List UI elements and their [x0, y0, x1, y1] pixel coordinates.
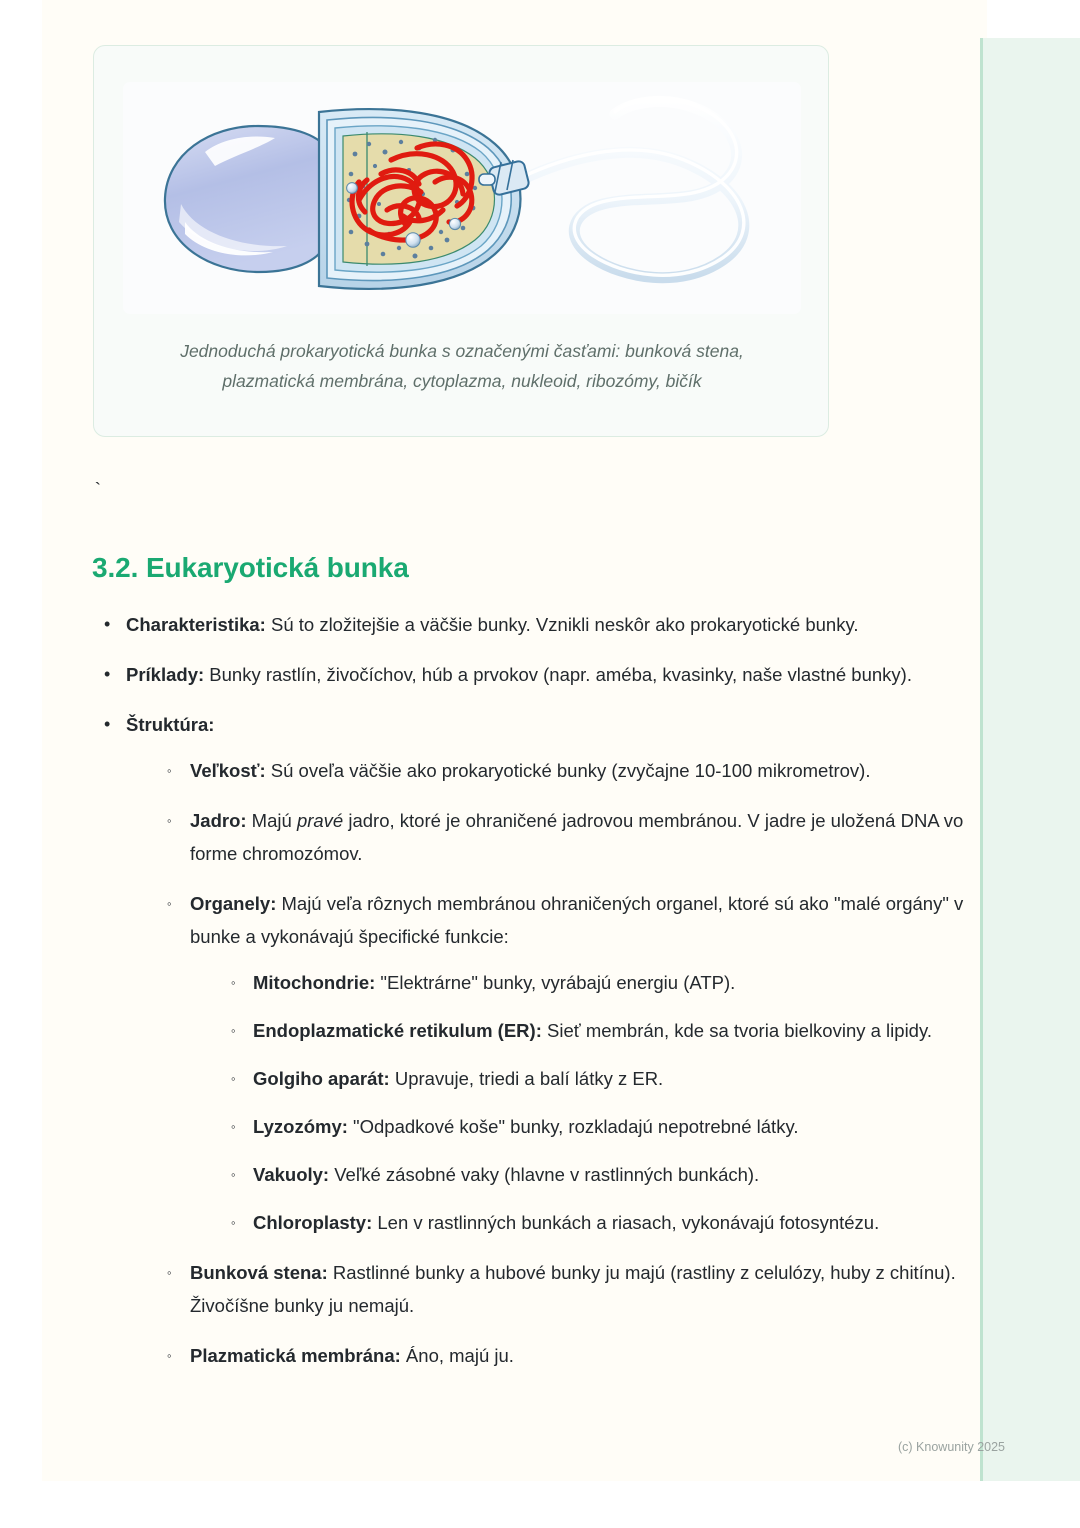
list-item-label: Plazmatická membrána: — [190, 1345, 401, 1366]
list-item — [156, 754, 992, 787]
list-item-label: Jadro: — [190, 810, 247, 831]
list-item — [156, 1339, 992, 1372]
content-list — [92, 608, 992, 1389]
list-item-label: Mitochondrie: — [253, 972, 376, 993]
structure-list — [126, 754, 992, 1372]
bullet-marker: • — [104, 664, 111, 684]
list-item — [220, 1110, 992, 1143]
list-item-label: Charakteristika: — [126, 614, 266, 635]
bullet-marker: ◦ — [167, 763, 172, 778]
prokaryotic-cell-illustration — [123, 82, 801, 314]
list-item-text-before: Majú — [246, 810, 297, 831]
list-item-label: Endoplazmatické retikulum (ER): — [253, 1020, 542, 1041]
list-item-text: Sieť membrán, kde sa tvoria bielkoviny a lipidy. — [541, 1020, 932, 1041]
list-item-label: Chloroplasty: — [253, 1212, 373, 1233]
list-item-text-after: jadro, ktoré je ohraničené jadrovou membránou. V jadre je uložená DNA vo forme chromozómov. — [190, 810, 964, 864]
bullet-marker: ◦ — [231, 975, 236, 990]
page-title: 3.2. Eukaryotická bunka — [92, 552, 409, 583]
figure-caption — [124, 336, 800, 396]
list-item — [220, 1158, 992, 1191]
list-item-label: Veľkosť: — [190, 760, 266, 781]
list-item-text: "Elektrárne" bunky, vyrábajú energiu (ATP). — [375, 972, 736, 993]
bullet-marker: ◦ — [167, 813, 172, 828]
right-margin-rail — [980, 38, 1080, 1481]
list-item-emphasis: pravé — [296, 810, 344, 831]
list-item — [92, 608, 992, 641]
figure-card — [93, 45, 829, 437]
list-item-text: Sú to zložitejšie a väčšie bunky. Vznikli neskôr ako prokaryotické bunky. — [265, 614, 859, 635]
bullet-marker: • — [104, 714, 111, 734]
cell-cap — [165, 126, 329, 272]
list-item-text: Veľké zásobné vaky (hlavne v rastlinných bunkách). — [329, 1164, 760, 1185]
list-item — [156, 887, 992, 1239]
bullet-marker: ◦ — [231, 1119, 236, 1134]
copyright-watermark: (c) Knowunity 2025 — [898, 1440, 1006, 1454]
list-item-text: Majú veľa rôznych membránou ohraničených organel, ktoré sú ako "malé orgány" v bunke a vykonávajú špecifické funkcie: — [190, 893, 964, 947]
organelles-list — [190, 966, 992, 1239]
list-item-text: Upravuje, triedi a balí látky z ER. — [389, 1068, 664, 1089]
list-item-text: "Odpadkové koše" bunky, rozkladajú nepotrebné látky. — [347, 1116, 799, 1137]
list-item-label: Štruktúra: — [126, 714, 215, 735]
list-item-text: Len v rastlinných bunkách a riasach, vykonávajú fotosyntézu. — [372, 1212, 880, 1233]
list-item-label: Lyzozómy: — [253, 1116, 348, 1137]
flagellum-icon — [521, 99, 744, 278]
list-item-text: Rastlinné bunky a hubové bunky ju majú (rastliny z celulózy, huby z chitínu). Živočíšne bunky ju nemajú. — [190, 1262, 956, 1316]
bullet-marker: ◦ — [231, 1167, 236, 1182]
bullet-marker: ◦ — [231, 1071, 236, 1086]
bullet-marker: ◦ — [231, 1023, 236, 1038]
top-level-list — [92, 608, 992, 1372]
list-item-label: Organely: — [190, 893, 277, 914]
list-item — [220, 1014, 992, 1047]
bullet-marker: • — [104, 614, 111, 634]
list-item-label: Vakuoly: — [253, 1164, 330, 1185]
list-item — [92, 658, 992, 691]
list-item — [92, 708, 992, 1372]
bullet-marker: ◦ — [231, 1215, 236, 1230]
stray-backtick: ` — [92, 480, 104, 502]
list-item — [220, 966, 992, 999]
figure-caption-line-2: plazmatická membrána, cytoplazma, nukleoid, ribozómy, bičík — [222, 371, 702, 391]
list-item-label: Príklady: — [126, 664, 205, 685]
list-item-label: Golgiho aparát: — [253, 1068, 390, 1089]
bullet-marker: ◦ — [167, 1265, 172, 1280]
list-item — [156, 1256, 992, 1322]
figure-caption-line-1: Jednoduchá prokaryotická bunka s označenými časťami: bunková stena, — [180, 341, 744, 361]
list-item-text: Bunky rastlín, živočíchov, húb a prvokov (napr. améba, kvasinky, naše vlastné bunky). — [204, 664, 912, 685]
list-item-label: Bunková stena: — [190, 1262, 328, 1283]
list-item-text: Sú oveľa väčšie ako prokaryotické bunky (zvyčajne 10-100 mikrometrov). — [265, 760, 871, 781]
list-item — [156, 804, 992, 870]
bullet-marker: ◦ — [167, 896, 172, 911]
list-item-text: Áno, majú ju. — [400, 1345, 514, 1366]
bullet-marker: ◦ — [167, 1348, 172, 1363]
list-item — [220, 1062, 992, 1095]
list-item — [220, 1206, 992, 1239]
